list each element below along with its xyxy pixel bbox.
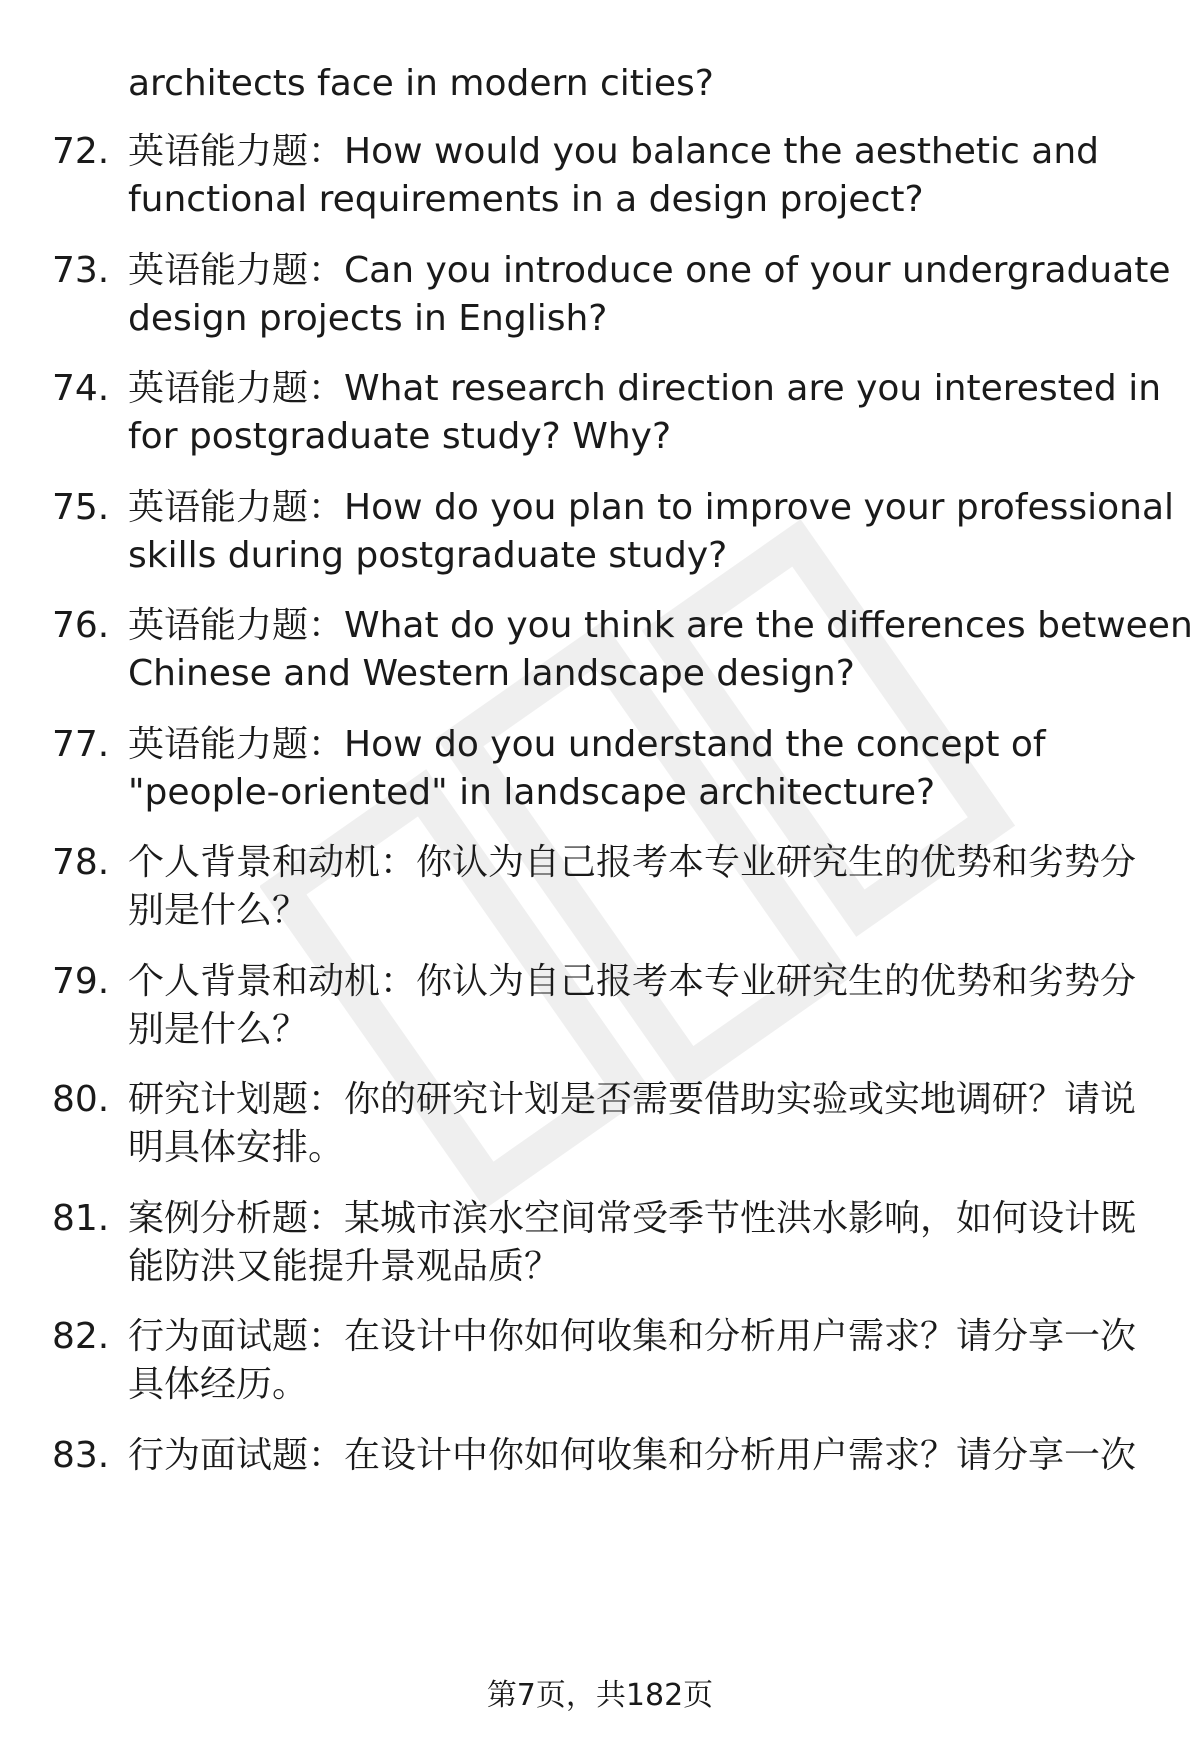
question-text-line: 能防洪又能提升景观品质？ (128, 1246, 561, 1287)
question-text-line: 个人背景和动机：你认为自己报考本专业研究生的优势和劣势分 (128, 961, 1137, 1002)
question-number: 78. (52, 842, 110, 883)
question-text-line: 明具体安排。 (128, 1127, 345, 1168)
question-text-line: 个人背景和动机：你认为自己报考本专业研究生的优势和劣势分 (128, 842, 1137, 883)
question-number: 80. (52, 1079, 110, 1120)
question-text (128, 484, 1175, 580)
question-text-line: 行为面试题：在设计中你如何收集和分析用户需求？请分享一次 (128, 1435, 1137, 1476)
question-number: 72. (52, 131, 110, 172)
question-text-line: 别是什么？ (128, 1009, 309, 1050)
question-text-line: functional requirements in a design project? (128, 179, 924, 220)
question-number: 83. (52, 1435, 110, 1476)
question-number: 82. (52, 1316, 110, 1357)
continued-question-text: architects face in modern cities? (128, 63, 714, 104)
question-text-line: 行为面试题：在设计中你如何收集和分析用户需求？请分享一次 (128, 1316, 1137, 1357)
question-text-line: 英语能力题：How do you understand the concept of (128, 724, 1046, 765)
question-text-line: 英语能力题：What do you think are the differences between (128, 605, 1193, 646)
question-text-line: 案例分析题：某城市滨水空间常受季节性洪水影响，如何设计既 (128, 1198, 1137, 1239)
question-text-line: skills during postgraduate study? (128, 535, 728, 576)
question-text-line: 英语能力题：How would you balance the aesthetic and (128, 131, 1099, 172)
question-number: 74. (52, 368, 110, 409)
page-footer: 第7页，共182页 (486, 1678, 714, 1713)
question-text-line: 研究计划题：你的研究计划是否需要借助实验或实地调研？请说 (128, 1079, 1137, 1120)
question-text-line: 英语能力题：Can you introduce one of your undergraduate (128, 250, 1171, 291)
question-number: 75. (52, 487, 110, 528)
question-text-line: 英语能力题：What research direction are you interested in (128, 368, 1162, 409)
question-text-line: 英语能力题：How do you plan to improve your professional (128, 487, 1175, 528)
question-text-line: for postgraduate study? Why? (128, 416, 672, 457)
question-text (128, 1313, 1168, 1409)
question-text (128, 128, 1168, 224)
question-text (128, 1076, 1168, 1172)
question-text-line: 别是什么？ (128, 890, 309, 931)
question-text-line: Chinese and Western landscape design? (128, 653, 855, 694)
question-text (128, 721, 1168, 817)
question-number: 77. (52, 724, 110, 765)
question-number: 79. (52, 961, 110, 1002)
question-text-line: "people-oriented" in landscape architecture? (128, 772, 936, 813)
question-text (128, 1195, 1168, 1291)
question-text-line: design projects in English? (128, 298, 608, 339)
question-text (128, 1432, 1168, 1480)
question-number: 73. (52, 250, 110, 291)
question-text (128, 958, 1168, 1054)
question-text (128, 839, 1168, 935)
question-number: 81. (52, 1198, 110, 1239)
question-text (128, 365, 1168, 461)
question-text-line: 具体经历。 (128, 1364, 309, 1405)
question-number: 76. (52, 605, 110, 646)
question-text (128, 247, 1171, 343)
question-text (128, 602, 1193, 698)
